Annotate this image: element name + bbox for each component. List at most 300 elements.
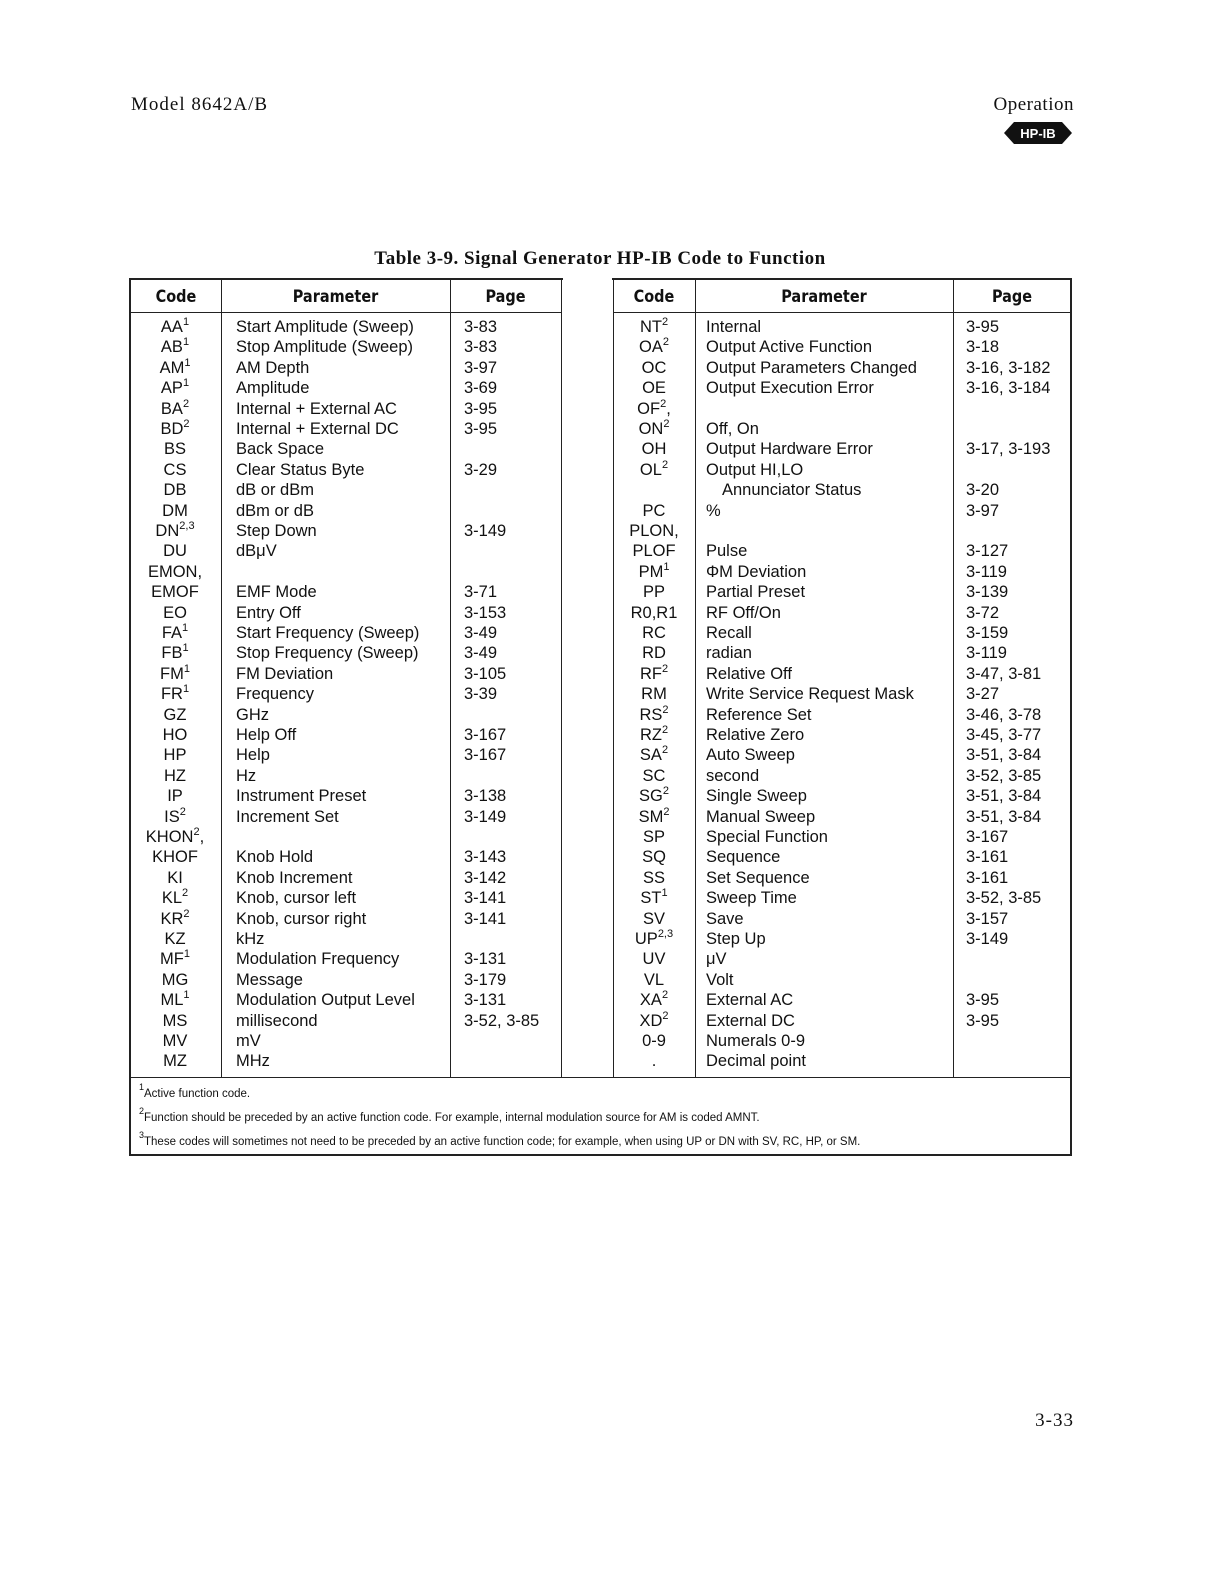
code-cell	[613, 929, 695, 949]
page-cell: 3-119	[966, 562, 1007, 581]
parameter-cell: Auto Sweep	[706, 746, 795, 765]
code-text: DB	[163, 481, 187, 500]
footnote-ref: 1	[182, 336, 190, 349]
page-cell: 3-20	[966, 481, 1000, 500]
header-rule	[131, 312, 562, 313]
code-text: FA	[161, 624, 183, 642]
page-cell: 3-27	[966, 685, 1000, 704]
parameter-cell: Knob Hold	[236, 848, 314, 867]
code-text: ML	[160, 991, 184, 1010]
code-cell	[613, 460, 695, 480]
parameter-cell: Numerals 0-9	[706, 1032, 806, 1050]
code-cell	[613, 541, 695, 561]
code-text: SG	[639, 787, 663, 806]
hpib-badge-icon	[1004, 121, 1072, 145]
parameter-cell: Increment Set	[236, 807, 339, 826]
footnote-ref: 2	[662, 703, 669, 716]
footnote-mark: 1	[139, 1082, 145, 1092]
parameter-cell: Knob, cursor left	[236, 889, 357, 908]
code-text: SQ	[642, 848, 666, 867]
parameter-cell: Amplitude	[236, 379, 310, 398]
footnote-ref: 1	[182, 377, 190, 390]
code-cell	[131, 786, 219, 806]
footnote-ref: 2	[183, 418, 190, 430]
page-cell: 3-131	[464, 950, 507, 969]
parameter-cell: Pulse	[706, 542, 748, 561]
page-cell: 3-49	[464, 644, 498, 663]
footnote-ref: 2	[182, 887, 189, 900]
parameter-cell: Knob, cursor right	[236, 909, 367, 928]
parameter-cell: Sequence	[706, 848, 781, 867]
code-text: PLON,	[629, 522, 679, 540]
parameter-cell: second	[706, 766, 760, 785]
page-cell: 3-46, 3-78	[966, 705, 1042, 724]
parameter-cell: Manual Sweep	[706, 807, 816, 826]
page-cell: 3-52, 3-85	[464, 1011, 540, 1030]
code-cell	[131, 684, 219, 704]
page-cell: 3-51, 3-84	[966, 787, 1042, 806]
page-cell: 3-138	[464, 787, 507, 806]
page-cell: 3-157	[966, 909, 1009, 928]
code-cell	[613, 521, 695, 541]
parameter-cell: RF Off/On	[706, 603, 781, 622]
code-cell	[613, 501, 695, 521]
parameter-cell: Volt	[706, 970, 734, 989]
code-text: MZ	[163, 1052, 187, 1071]
code-cell	[613, 990, 695, 1010]
parameter-cell: Stop Frequency (Sweep)	[236, 644, 419, 663]
page-cell: 3-69	[464, 379, 498, 398]
code-cell	[613, 623, 695, 643]
parameter-cell: Frequency	[236, 685, 314, 704]
code-cell	[613, 766, 695, 786]
code-text: FM	[160, 664, 184, 683]
code-text: UP	[634, 930, 658, 948]
code-cell	[131, 990, 219, 1010]
code-text: 0-9	[642, 1032, 666, 1050]
footnote-mark: 3	[139, 1130, 145, 1140]
page-cell: 3-119	[966, 644, 1007, 663]
footnote-ref: 2	[663, 418, 670, 430]
code-text: RF	[639, 664, 662, 683]
code-cell	[131, 480, 219, 500]
parameter-cell: radian	[706, 644, 752, 663]
code-cell	[613, 582, 695, 602]
code-cell	[131, 317, 219, 337]
footnote-ref: 2	[662, 785, 669, 798]
footnote-ref: 2	[663, 805, 670, 818]
parameter-cell: Message	[236, 970, 303, 989]
page-cell: 3-179	[464, 970, 507, 989]
parameter-cell: millisecond	[236, 1011, 318, 1030]
code-text: SS	[642, 868, 665, 887]
code-cell	[131, 643, 219, 663]
parameter-cell: Output HI,LO	[706, 460, 804, 479]
code-text: VL	[643, 970, 665, 989]
footnote-ref: 1	[182, 642, 189, 655]
code-cell	[613, 705, 695, 725]
footnote-ref: 2	[661, 744, 669, 757]
page-cell: 3-149	[966, 930, 1009, 948]
code-text: MF	[160, 950, 184, 969]
code-text: IS	[164, 807, 180, 826]
code-cell	[613, 399, 695, 419]
parameter-cell: Step Up	[706, 930, 766, 948]
page-cell: 3-16, 3-184	[966, 379, 1051, 398]
page-cell: 3-97	[464, 358, 498, 377]
page-number: 3-33	[1035, 1410, 1074, 1431]
page-cell: 3-105	[464, 664, 507, 683]
code-text: R0,R1	[630, 603, 678, 622]
code-cell	[131, 460, 219, 480]
parameter-cell: Start Amplitude (Sweep)	[236, 318, 414, 336]
parameter-cell: Clear Status Byte	[236, 460, 365, 479]
parameter-cell: Modulation Output Level	[236, 991, 415, 1010]
parameter-cell: Hz	[236, 766, 257, 785]
footnote	[139, 1130, 860, 1154]
parameter-cell: kHz	[236, 930, 265, 948]
footnote-ref: 2	[662, 336, 669, 349]
code-text: KHOF	[152, 848, 198, 867]
code-text: RS	[639, 705, 663, 724]
code-text: OE	[642, 379, 666, 398]
code-text: RC	[642, 624, 666, 642]
code-cell	[131, 501, 219, 521]
code-cell	[613, 827, 695, 847]
parameter-cell: Output Hardware Error	[706, 440, 873, 459]
code-text: OF	[637, 399, 661, 418]
code-cell	[613, 949, 695, 969]
code-cell	[131, 1031, 219, 1051]
code-cell	[131, 1011, 219, 1031]
code-text: MS	[162, 1011, 188, 1030]
code-cell	[613, 909, 695, 929]
code-text: HZ	[164, 766, 186, 785]
page-cell: 3-161	[966, 848, 1009, 867]
code-text: HO	[162, 726, 188, 744]
footnote-ref: 2	[661, 662, 669, 675]
code-text: AP	[160, 379, 183, 398]
parameter-cell: Decimal point	[706, 1052, 806, 1071]
footnote-ref: 2	[660, 397, 667, 410]
parameter-cell: Relative Off	[706, 664, 792, 683]
code-text: GZ	[163, 705, 187, 724]
parameter-cell: Help	[236, 746, 270, 765]
code-cell	[131, 439, 219, 459]
col-header-page: Page	[991, 287, 1033, 307]
code-cell	[131, 1051, 219, 1071]
code-cell	[613, 807, 695, 827]
parameter-cell: dBm or dB	[236, 501, 314, 520]
parameter-cell: Recall	[706, 624, 752, 642]
parameter-cell: Internal + External AC	[236, 399, 397, 418]
hpib-badge-label: HP-IB	[1020, 126, 1056, 141]
parameter-cell: Internal	[706, 318, 762, 336]
parameter-cell: Relative Zero	[706, 726, 805, 744]
code-cell	[613, 868, 695, 888]
code-text: .	[651, 1052, 657, 1071]
code-cell	[131, 807, 219, 827]
parameter-cell: μV	[706, 950, 727, 969]
code-text: SC	[642, 766, 666, 785]
code-cell	[131, 541, 219, 561]
col-divider	[695, 280, 696, 1078]
footnote-text: These codes will sometimes not need to be preceded by an active function code; for example, when using UP or DN with SV, RC, HP, or SM.	[144, 1136, 861, 1148]
code-text: ON	[638, 420, 664, 438]
code-cell	[613, 562, 695, 582]
footnote-ref: 2	[661, 724, 669, 736]
parameter-cell: Instrument Preset	[236, 787, 367, 806]
code-cell	[131, 603, 219, 623]
code-suffix: ,	[199, 828, 205, 846]
col-divider	[221, 280, 222, 1078]
code-cell	[613, 664, 695, 684]
code-text: KHON	[145, 828, 194, 846]
page-cell: 3-95	[464, 420, 498, 438]
code-text: KL	[161, 889, 183, 908]
code-text: EMON,	[147, 562, 203, 581]
code-text: MG	[161, 970, 189, 989]
code-cell	[131, 725, 219, 745]
code-cell	[613, 337, 695, 357]
section-header: Operation	[993, 94, 1074, 115]
page-cell: 3-167	[966, 828, 1009, 846]
code-text: XD	[639, 1011, 663, 1030]
code-cell	[131, 521, 219, 541]
page-cell: 3-95	[464, 399, 498, 418]
code-suffix: ,	[666, 399, 671, 418]
parameter-cell: mV	[236, 1032, 261, 1050]
code-text: MV	[162, 1032, 188, 1050]
parameter-cell: Output Active Function	[706, 338, 873, 357]
code-cell	[131, 562, 219, 582]
page-cell: 3-149	[464, 522, 507, 540]
page-cell: 3-72	[966, 603, 1000, 622]
code-cell	[613, 684, 695, 704]
footnote-rule	[131, 1077, 1071, 1078]
code-text: PP	[642, 583, 665, 602]
code-text: DN	[155, 522, 180, 540]
page-cell: 3-127	[966, 542, 1009, 561]
code-text: DU	[163, 542, 187, 561]
parameter-cell: ΦM Deviation	[706, 562, 807, 581]
code-text: KI	[167, 868, 183, 887]
parameter-cell: AM Depth	[236, 358, 310, 377]
code-cell	[131, 378, 219, 398]
page-cell: 3-159	[966, 624, 1009, 642]
parameter-cell: External AC	[706, 991, 794, 1010]
page-cell: 3-39	[464, 685, 498, 704]
parameter-cell: Off, On	[706, 420, 759, 438]
parameter-cell: dBμV	[236, 542, 277, 561]
parameter-cell: Stop Amplitude (Sweep)	[236, 338, 414, 357]
header-rule	[613, 312, 1071, 313]
page-cell: 3-95	[966, 991, 1000, 1010]
code-cell	[613, 378, 695, 398]
code-cell	[131, 745, 219, 765]
col-header-parameter: Parameter	[292, 287, 379, 307]
code-cell	[131, 909, 219, 929]
code-cell	[131, 582, 219, 602]
code-cell	[131, 358, 219, 378]
parameter-cell: External DC	[706, 1011, 795, 1030]
footnote-ref: 1	[183, 662, 190, 675]
code-text: PM	[638, 562, 664, 581]
code-cell	[613, 847, 695, 867]
parameter-cell: Single Sweep	[706, 787, 807, 806]
code-cell	[131, 929, 219, 949]
code-text: FB	[161, 644, 183, 663]
col-divider	[561, 280, 562, 1078]
code-cell	[613, 603, 695, 623]
parameter-cell: Reference Set	[706, 705, 812, 724]
parameter-cell: %	[706, 501, 721, 520]
footnote-ref: 2,3	[179, 520, 195, 532]
code-text: KZ	[164, 930, 186, 948]
code-text: SP	[642, 828, 665, 846]
code-text: AM	[159, 358, 185, 377]
code-text: AB	[160, 338, 183, 357]
parameter-cell: GHz	[236, 705, 269, 724]
col-header-parameter: Parameter	[781, 287, 867, 307]
code-text: HP	[163, 746, 187, 765]
footnote-mark: 2	[139, 1106, 145, 1116]
footnote	[139, 1106, 860, 1130]
footnote-ref: 2	[661, 458, 669, 471]
code-text: EMOF	[151, 583, 199, 602]
parameter-cell: FM Deviation	[236, 664, 334, 683]
footnote-ref: 2	[661, 316, 669, 328]
table-title: Table 3-9. Signal Generator HP-IB Code to Function	[374, 248, 826, 269]
code-text: NT	[639, 318, 662, 336]
page-cell: 3-52, 3-85	[966, 766, 1042, 785]
code-text: PLOF	[632, 542, 676, 561]
footnote-ref: 2,3	[657, 928, 674, 940]
code-text: EO	[163, 603, 187, 622]
code-cell	[613, 419, 695, 439]
code-cell	[131, 766, 219, 786]
code-text: CS	[163, 460, 187, 479]
footnote-ref: 1	[184, 356, 191, 369]
page-cell: 3-17, 3-193	[966, 440, 1051, 459]
footnote-ref: 1	[663, 560, 670, 573]
code-text: AA	[160, 318, 183, 336]
code-text: RM	[641, 685, 667, 704]
code-cell	[613, 745, 695, 765]
page-cell: 3-139	[966, 583, 1009, 602]
parameter-cell: Back Space	[236, 440, 325, 459]
page-cell: 3-83	[464, 338, 498, 357]
footnote-ref: 1	[661, 887, 668, 900]
page-cell: 3-71	[464, 583, 498, 602]
parameter-cell: Entry Off	[236, 603, 301, 622]
code-cell	[613, 1051, 695, 1071]
footnote-ref: 1	[182, 622, 189, 634]
parameter-cell: Write Service Request Mask	[706, 685, 914, 704]
code-text: BS	[163, 440, 186, 459]
page-cell: 3-83	[464, 318, 498, 336]
code-cell	[131, 419, 219, 439]
code-text: SM	[638, 807, 664, 826]
code-text: FR	[160, 685, 183, 704]
code-cell	[613, 643, 695, 663]
code-text: RZ	[639, 726, 662, 744]
footnote-text: Function should be preceded by an active function code. For example, internal modulation source for AM is coded AMNT.	[144, 1112, 760, 1124]
page-cell: 3-16, 3-182	[966, 358, 1051, 377]
footnote-ref: 2	[193, 826, 200, 838]
page-cell: 3-167	[464, 726, 507, 744]
code-text: DM	[162, 501, 188, 520]
code-cell	[131, 337, 219, 357]
parameter-cell: Set Sequence	[706, 868, 810, 887]
code-cell	[131, 970, 219, 990]
parameter-cell: Output Parameters Changed	[706, 358, 917, 377]
col-header-code: Code	[633, 287, 675, 307]
code-text: OH	[641, 440, 667, 459]
code-cell	[131, 623, 219, 643]
page-cell: 3-149	[464, 807, 507, 826]
code-text: OC	[641, 358, 667, 377]
code-function-table	[129, 278, 1072, 1156]
code-cell	[613, 970, 695, 990]
parameter-cell: Save	[706, 909, 744, 928]
code-cell	[613, 358, 695, 378]
footnote-ref: 1	[182, 316, 190, 328]
footnote-ref: 2	[183, 907, 190, 920]
code-text: PC	[642, 501, 666, 520]
code-cell	[131, 664, 219, 684]
table-footnotes	[139, 1082, 860, 1154]
parameter-cell: MHz	[236, 1052, 270, 1071]
page-cell: 3-97	[966, 501, 1000, 520]
code-cell	[613, 439, 695, 459]
code-text: OA	[639, 338, 663, 357]
code-text: ST	[640, 889, 662, 908]
code-text: XA	[639, 991, 662, 1010]
parameter-cell: Internal + External DC	[236, 420, 399, 438]
col-header-page: Page	[485, 287, 526, 307]
code-cell	[613, 1031, 695, 1051]
page-cell: 3-18	[966, 338, 1000, 357]
code-text: RD	[642, 644, 666, 663]
code-text: BA	[160, 399, 183, 418]
page-cell: 3-47, 3-81	[966, 664, 1042, 683]
code-cell	[131, 827, 219, 847]
parameter-cell: Annunciator Status	[722, 481, 862, 500]
page-cell: 3-167	[464, 746, 507, 765]
page-cell: 3-143	[464, 848, 507, 867]
footnote-ref: 1	[183, 989, 190, 1002]
page-cell: 3-52, 3-85	[966, 889, 1042, 908]
footnote-ref: 2	[661, 989, 669, 1002]
page-cell: 3-153	[464, 603, 507, 622]
parameter-cell: Help Off	[236, 726, 297, 744]
code-text: SA	[639, 746, 662, 765]
page-cell: 3-95	[966, 318, 1000, 336]
code-cell	[131, 868, 219, 888]
footnote-ref: 2	[179, 805, 186, 818]
parameter-cell: Step Down	[236, 522, 317, 540]
page-cell: 3-49	[464, 624, 498, 642]
code-cell	[613, 786, 695, 806]
page-cell: 3-131	[464, 991, 507, 1010]
code-text: IP	[167, 787, 183, 806]
parameter-cell: dB or dBm	[236, 481, 314, 500]
page-cell: 3-95	[966, 1011, 1000, 1030]
code-cell	[131, 399, 219, 419]
footnote-text: Active function code.	[144, 1088, 251, 1100]
footnote	[139, 1082, 860, 1106]
